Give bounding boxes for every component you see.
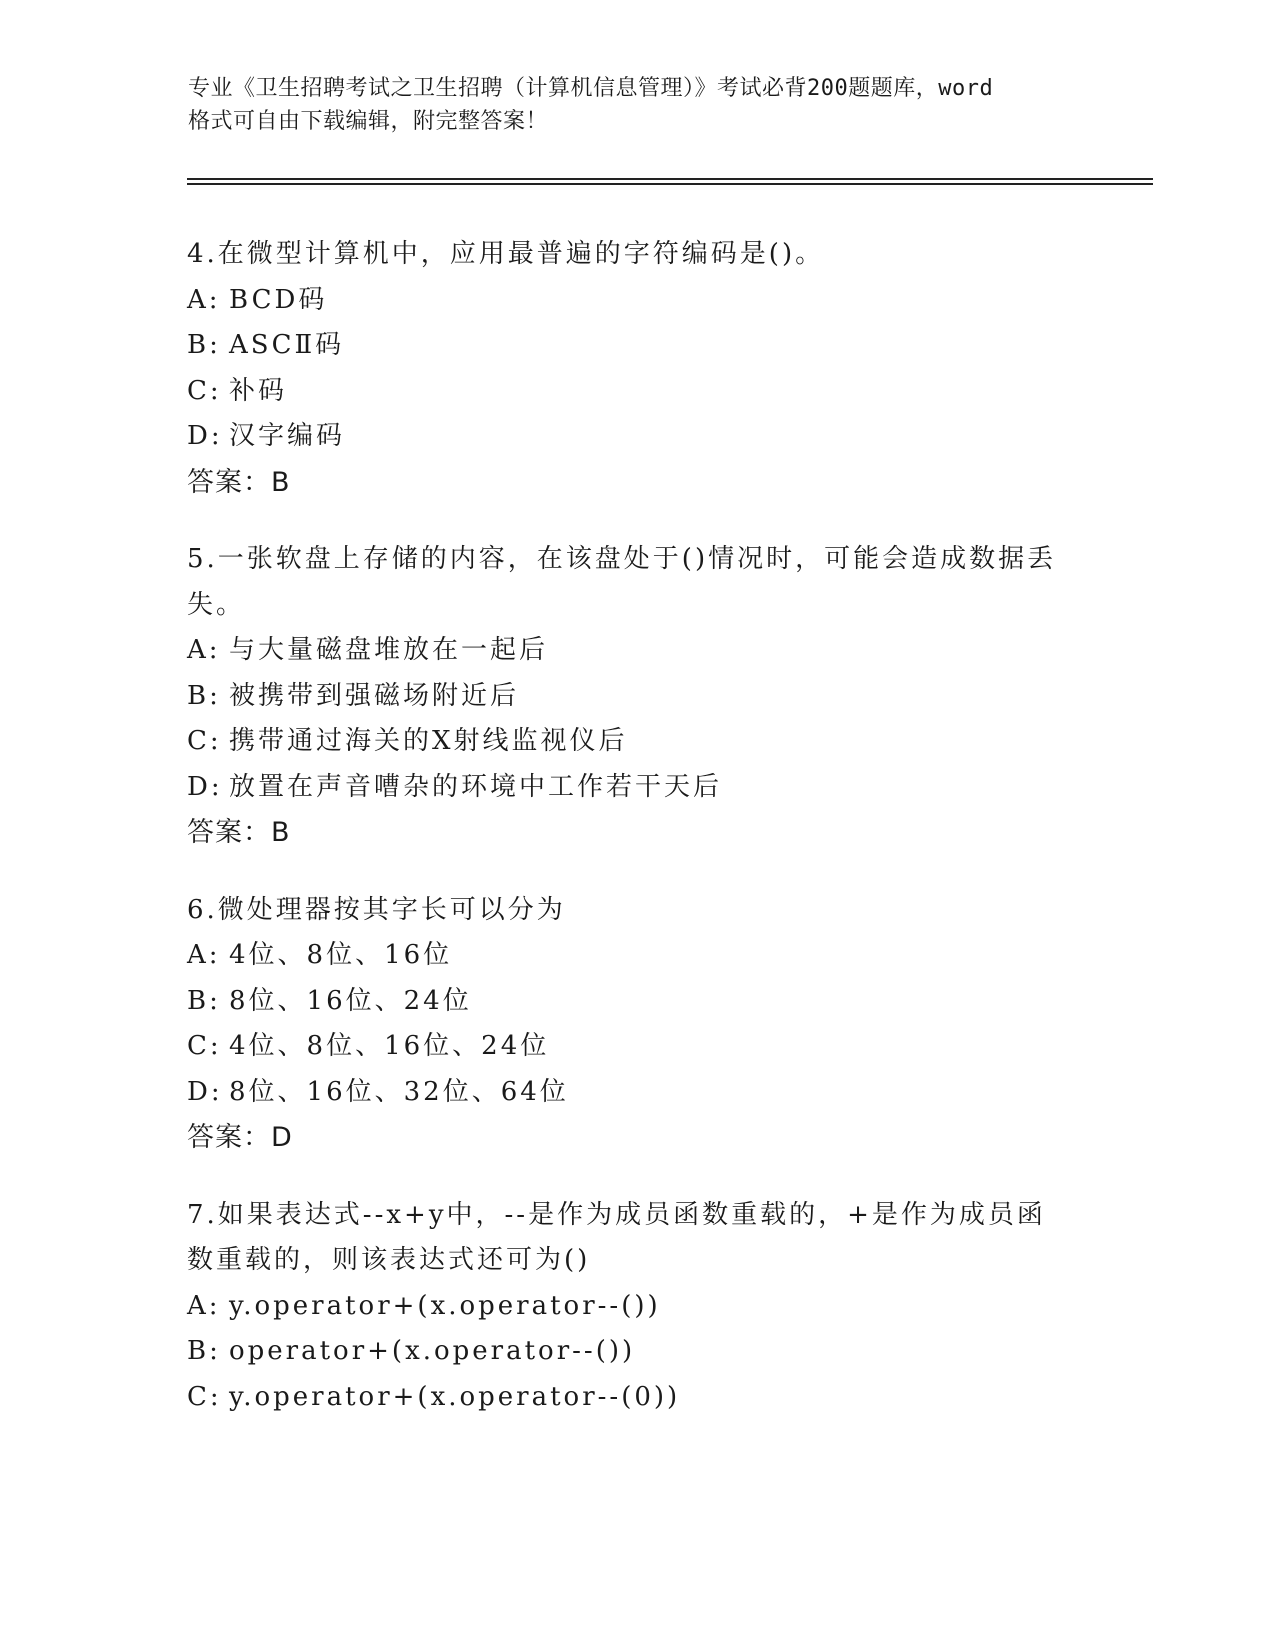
question-list <box>187 232 1087 1452</box>
option-c <box>187 1024 1087 1070</box>
option-c <box>187 1375 1087 1421</box>
answer: 答案：B <box>187 817 291 848</box>
option-text: 8位、16位、32位、64位 <box>229 1076 569 1107</box>
question-4 <box>187 232 1087 505</box>
option-d <box>187 765 1087 811</box>
option-label: A: <box>187 940 221 970</box>
option-label: A: <box>187 1290 221 1321</box>
option-label: C: <box>187 1381 222 1412</box>
option-text: y.operator+(x.operator--(0)) <box>229 1381 681 1412</box>
option-d <box>187 1070 1087 1116</box>
option-a <box>187 278 1087 324</box>
question-stem: 6.微处理器按其字长可以分为 <box>187 894 566 925</box>
option-text: operator+(x.operator--()) <box>229 1336 636 1366</box>
question-6 <box>187 888 1087 1161</box>
option-text: 4位、8位、16位 <box>229 940 453 970</box>
option-label: B: <box>187 1336 221 1366</box>
document-header <box>188 72 1088 138</box>
option-a <box>187 1284 1087 1330</box>
option-text: 被携带到强磁场附近后 <box>229 680 520 711</box>
option-label: C: <box>187 726 222 756</box>
option-text: 8位、16位、24位 <box>229 985 472 1016</box>
option-label: B: <box>187 680 221 711</box>
question-stem: 7.如果表达式--x+y中，--是作为成员函数重载的，+是作为成员函数重载的，则该表达式还可为() <box>187 1199 1046 1275</box>
option-label: B: <box>187 330 221 360</box>
answer: 答案：B <box>187 466 291 498</box>
option-text: 汉字编码 <box>229 421 346 451</box>
question-5 <box>187 537 1087 856</box>
option-c <box>187 719 1087 765</box>
option-d <box>187 414 1087 460</box>
option-c <box>187 369 1087 415</box>
answer: 答案：D <box>187 1122 293 1153</box>
option-label: C: <box>187 1031 222 1061</box>
option-text: 补码 <box>229 375 288 406</box>
option-label: C: <box>187 375 222 406</box>
option-text: ASCⅡ码 <box>229 330 345 360</box>
option-b <box>187 979 1087 1025</box>
option-text: 与大量磁盘堆放在一起后 <box>229 635 549 665</box>
option-b <box>187 323 1087 369</box>
option-b <box>187 1329 1087 1375</box>
option-label: D: <box>187 771 223 802</box>
option-label: D: <box>187 421 223 451</box>
option-b <box>187 674 1087 720</box>
option-text: 携带通过海关的X射线监视仪后 <box>229 726 628 756</box>
option-label: A: <box>187 284 221 315</box>
header-rule-top <box>187 178 1153 180</box>
header-rule-bottom <box>187 183 1153 185</box>
question-7 <box>187 1193 1087 1421</box>
header-line-2: 格式可自由下载编辑，附完整答案！ <box>188 109 549 134</box>
option-text: 放置在声音嘈杂的环境中工作若干天后 <box>229 771 723 802</box>
question-stem: 5.一张软盘上存储的内容，在该盘处于()情况时，可能会造成数据丢失。 <box>187 544 1057 620</box>
option-text: BCD码 <box>229 284 328 315</box>
option-a <box>187 933 1087 979</box>
question-stem: 4.在微型计算机中，应用最普遍的字符编码是()。 <box>187 239 825 269</box>
option-label: D: <box>187 1076 223 1107</box>
option-text: y.operator+(x.operator--()) <box>229 1290 661 1321</box>
option-label: A: <box>187 635 221 665</box>
header-line-1: 专业《卫生招聘考试之卫生招聘（计算机信息管理）》考试必背200题题库，word <box>188 76 994 101</box>
option-label: B: <box>187 985 221 1016</box>
option-text: 4位、8位、16位、24位 <box>229 1031 550 1061</box>
option-a <box>187 628 1087 674</box>
